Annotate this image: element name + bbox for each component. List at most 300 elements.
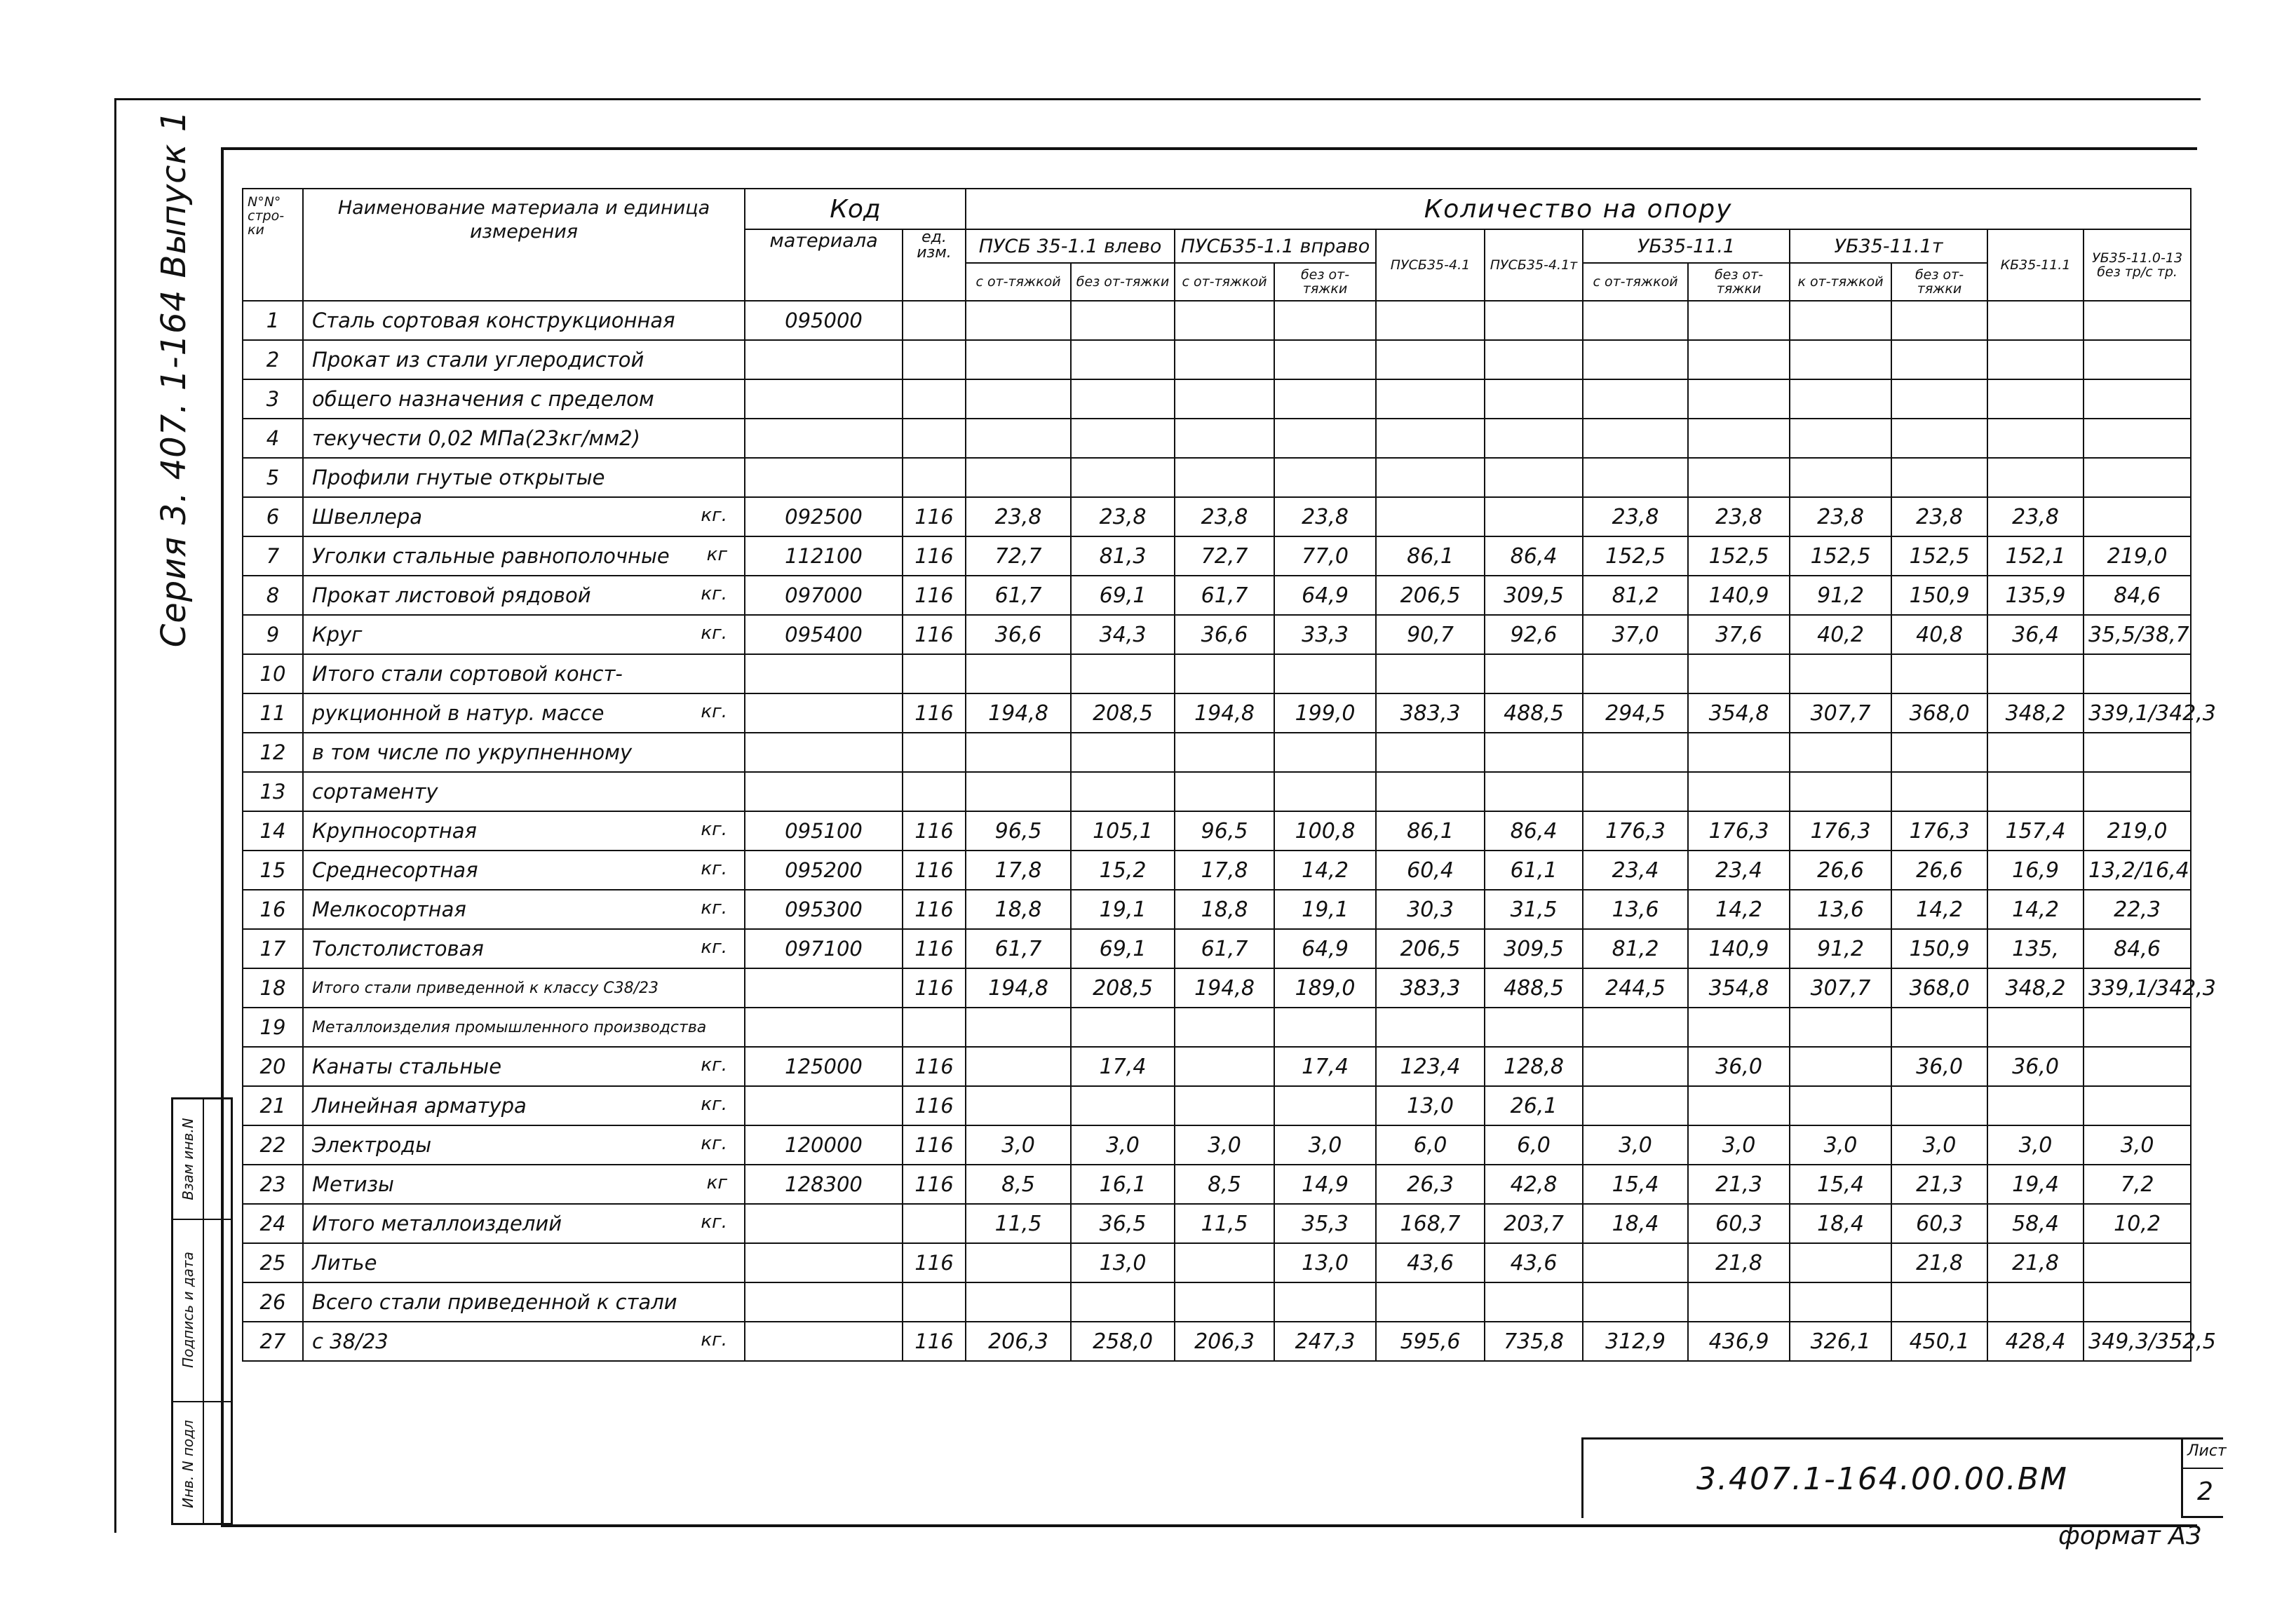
- material-name-cell: [303, 1282, 745, 1322]
- material-name-cell: [303, 379, 745, 419]
- quantity-value: 309,5: [1485, 576, 1583, 615]
- material-name-cell: [303, 536, 745, 576]
- quantity-value: 312,9: [1583, 1322, 1688, 1361]
- material-code: [745, 458, 903, 497]
- quantity-value: 91,2: [1790, 929, 1891, 968]
- quantity-value: 36,4: [1987, 615, 2084, 654]
- quantity-value: [2084, 497, 2191, 536]
- material-name-cell: [303, 1322, 745, 1361]
- quantity-value: [1485, 458, 1583, 497]
- quantity-value: [1175, 340, 1274, 379]
- quantity-value: [1485, 419, 1583, 458]
- table-row: [243, 1047, 2191, 1086]
- quantity-value: 13,6: [1583, 890, 1688, 929]
- header-material-code: материала: [745, 229, 903, 301]
- quantity-value: [1376, 379, 1485, 419]
- row-number: 20: [243, 1047, 303, 1086]
- quantity-value: 22,3: [2084, 890, 2191, 929]
- quantity-value: 150,9: [1891, 576, 1987, 615]
- quantity-value: [2084, 1282, 2191, 1322]
- unit-code: 116: [903, 811, 966, 851]
- quantity-value: 176,3: [1583, 811, 1688, 851]
- quantity-value: [1688, 379, 1790, 419]
- material-name-cell: [303, 929, 745, 968]
- quantity-value: [966, 1243, 1071, 1282]
- material-code: [745, 772, 903, 811]
- unit-code: [903, 1204, 966, 1243]
- header-group-pusb-left: ПУСБ 35-1.1 влево: [966, 229, 1175, 263]
- quantity-value: 90,7: [1376, 615, 1485, 654]
- quantity-value: [1583, 772, 1688, 811]
- quantity-value: [1583, 1008, 1688, 1047]
- quantity-value: 13,0: [1376, 1086, 1485, 1125]
- quantity-value: 258,0: [1071, 1322, 1175, 1361]
- quantity-value: [1987, 379, 2084, 419]
- quantity-value: [1485, 301, 1583, 340]
- quantity-value: [1175, 1008, 1274, 1047]
- quantity-value: 21,3: [1688, 1165, 1790, 1204]
- quantity-value: 383,3: [1376, 968, 1485, 1008]
- quantity-value: 60,3: [1688, 1204, 1790, 1243]
- quantity-value: 348,2: [1987, 968, 2084, 1008]
- row-number: 18: [243, 968, 303, 1008]
- row-number: 27: [243, 1322, 303, 1361]
- quantity-value: 208,5: [1071, 968, 1175, 1008]
- unit-code: [903, 301, 966, 340]
- quantity-value: [1175, 458, 1274, 497]
- quantity-value: 3,0: [1891, 1125, 1987, 1165]
- quantity-value: [1274, 1086, 1376, 1125]
- material-code: [745, 1086, 903, 1125]
- unit-code: 116: [903, 890, 966, 929]
- material-unit: кг.: [701, 1094, 727, 1115]
- table-row: [243, 379, 2191, 419]
- material-code: [745, 1322, 903, 1361]
- quantity-value: [1376, 733, 1485, 772]
- quantity-value: [1891, 419, 1987, 458]
- quantity-value: [1891, 379, 1987, 419]
- quantity-value: 307,7: [1790, 968, 1891, 1008]
- material-unit: кг.: [701, 505, 727, 526]
- quantity-value: 33,3: [1274, 615, 1376, 654]
- quantity-value: [1376, 419, 1485, 458]
- quantity-value: 152,5: [1583, 536, 1688, 576]
- material-name: Всего стали приведенной к стали: [312, 1290, 677, 1314]
- quantity-value: 206,5: [1376, 929, 1485, 968]
- material-unit: кг.: [701, 858, 727, 879]
- quantity-value: 42,8: [1485, 1165, 1583, 1204]
- row-number: 6: [243, 497, 303, 536]
- quantity-value: [1987, 301, 2084, 340]
- row-number: 17: [243, 929, 303, 968]
- quantity-value: 488,5: [1485, 693, 1583, 733]
- quantity-value: 168,7: [1376, 1204, 1485, 1243]
- sub-without-guy: без от-тяжки: [1071, 263, 1175, 301]
- quantity-value: 152,5: [1790, 536, 1891, 576]
- quantity-value: 368,0: [1891, 968, 1987, 1008]
- quantity-value: 176,3: [1790, 811, 1891, 851]
- quantity-value: [2084, 458, 2191, 497]
- quantity-value: [2084, 654, 2191, 693]
- quantity-value: [1790, 379, 1891, 419]
- material-code: 097100: [745, 929, 903, 968]
- header-group-ub-11-1: УБ35-11.1: [1583, 229, 1790, 263]
- quantity-value: [1071, 458, 1175, 497]
- table-row: [243, 1204, 2191, 1243]
- quantity-value: 36,5: [1071, 1204, 1175, 1243]
- unit-code: 116: [903, 693, 966, 733]
- row-number: 10: [243, 654, 303, 693]
- quantity-value: 19,1: [1071, 890, 1175, 929]
- material-name-cell: [303, 419, 745, 458]
- sub-with-guy-k: к от-тяжкой: [1790, 263, 1891, 301]
- row-number: 12: [243, 733, 303, 772]
- quantity-value: [1274, 1282, 1376, 1322]
- quantity-value: 13,2/16,4: [2084, 851, 2191, 890]
- material-name: Метизы: [312, 1172, 394, 1196]
- unit-code: 116: [903, 929, 966, 968]
- unit-code: 116: [903, 536, 966, 576]
- material-name: сортаменту: [312, 780, 438, 804]
- row-number: 25: [243, 1243, 303, 1282]
- unit-code: [903, 733, 966, 772]
- unit-code: [903, 1008, 966, 1047]
- quantity-value: [2084, 1047, 2191, 1086]
- quantity-value: [1071, 340, 1175, 379]
- material-code: 095000: [745, 301, 903, 340]
- quantity-value: 194,8: [1175, 968, 1274, 1008]
- quantity-value: [1688, 301, 1790, 340]
- quantity-value: [1987, 340, 2084, 379]
- quantity-value: [1274, 654, 1376, 693]
- material-code: 095200: [745, 851, 903, 890]
- quantity-value: [966, 1008, 1071, 1047]
- quantity-value: 354,8: [1688, 968, 1790, 1008]
- quantity-value: 96,5: [1175, 811, 1274, 851]
- quantity-value: 176,3: [1891, 811, 1987, 851]
- material-name: Итого металлоизделий: [312, 1212, 562, 1235]
- table-row: [243, 497, 2191, 536]
- material-unit: кг.: [701, 701, 727, 722]
- quantity-value: 23,8: [1790, 497, 1891, 536]
- material-name-cell: [303, 1243, 745, 1282]
- row-number: 26: [243, 1282, 303, 1322]
- quantity-value: 7,2: [2084, 1165, 2191, 1204]
- unit-code: [903, 458, 966, 497]
- quantity-value: 16,1: [1071, 1165, 1175, 1204]
- quantity-value: [1987, 458, 2084, 497]
- material-name-cell: [303, 890, 745, 929]
- sub-with-guy: с от-тяжкой: [1175, 263, 1274, 301]
- quantity-value: 23,8: [1071, 497, 1175, 536]
- quantity-value: [966, 458, 1071, 497]
- quantity-value: [966, 772, 1071, 811]
- row-number: 2: [243, 340, 303, 379]
- unit-code: 116: [903, 497, 966, 536]
- quantity-value: 17,4: [1274, 1047, 1376, 1086]
- sub-without-guy: без от-тяжки: [1688, 263, 1790, 301]
- quantity-value: 36,6: [1175, 615, 1274, 654]
- quantity-value: [1376, 1008, 1485, 1047]
- quantity-value: 23,8: [1891, 497, 1987, 536]
- quantity-value: [1175, 301, 1274, 340]
- quantity-value: 488,5: [1485, 968, 1583, 1008]
- quantity-value: 15,2: [1071, 851, 1175, 890]
- quantity-value: [1071, 772, 1175, 811]
- material-code: [745, 1243, 903, 1282]
- quantity-value: 14,2: [1274, 851, 1376, 890]
- quantity-value: 86,1: [1376, 811, 1485, 851]
- material-name-cell: [303, 1008, 745, 1047]
- quantity-value: 428,4: [1987, 1322, 2084, 1361]
- quantity-value: 72,7: [1175, 536, 1274, 576]
- row-number: 19: [243, 1008, 303, 1047]
- table-row: [243, 654, 2191, 693]
- quantity-value: 23,4: [1583, 851, 1688, 890]
- quantity-value: [1071, 301, 1175, 340]
- quantity-value: [1790, 654, 1891, 693]
- row-number: 7: [243, 536, 303, 576]
- header-group-ub-11-0-13: УБ35-11.0-13 без тр/с тр.: [2084, 229, 2191, 301]
- unit-code: [903, 379, 966, 419]
- material-unit: кг.: [701, 898, 727, 919]
- table-row: [243, 929, 2191, 968]
- row-number: 4: [243, 419, 303, 458]
- quantity-value: 18,8: [966, 890, 1071, 929]
- quantity-value: 140,9: [1688, 929, 1790, 968]
- quantity-value: [1583, 733, 1688, 772]
- quantity-value: 21,8: [1891, 1243, 1987, 1282]
- quantity-value: 194,8: [1175, 693, 1274, 733]
- quantity-value: [1790, 301, 1891, 340]
- quantity-value: [1274, 772, 1376, 811]
- row-number: 16: [243, 890, 303, 929]
- quantity-value: 3,0: [1790, 1125, 1891, 1165]
- quantity-value: [1175, 1086, 1274, 1125]
- header-code-group: Код: [745, 189, 966, 229]
- quantity-value: [1175, 419, 1274, 458]
- quantity-value: 194,8: [966, 968, 1071, 1008]
- header-group-pusb-4-1t: ПУСБ35-4.1т: [1485, 229, 1583, 301]
- quantity-value: 35,5/38,7: [2084, 615, 2191, 654]
- quantity-value: [1987, 1282, 2084, 1322]
- material-name: Электроды: [312, 1133, 432, 1157]
- material-unit: кг.: [701, 1212, 727, 1233]
- unit-code: [903, 654, 966, 693]
- quantity-value: [1790, 1243, 1891, 1282]
- quantity-value: [1583, 340, 1688, 379]
- quantity-value: 64,9: [1274, 929, 1376, 968]
- quantity-value: 152,1: [1987, 536, 2084, 576]
- quantity-value: [1688, 340, 1790, 379]
- table-row: [243, 419, 2191, 458]
- stamp-label-replacement: Взам инв.N: [180, 1118, 196, 1200]
- quantity-value: [1891, 340, 1987, 379]
- quantity-value: 37,6: [1688, 615, 1790, 654]
- quantity-value: 61,7: [1175, 929, 1274, 968]
- material-code: 095100: [745, 811, 903, 851]
- header-group-pusb-right: ПУСБ35-1.1 вправо: [1175, 229, 1376, 263]
- quantity-value: [966, 1086, 1071, 1125]
- stamp-label-signature: Подпись и дата: [180, 1252, 196, 1368]
- quantity-value: [966, 654, 1071, 693]
- side-stamp: [171, 1097, 233, 1525]
- material-name-cell: [303, 1204, 745, 1243]
- unit-code: 116: [903, 1125, 966, 1165]
- sub-with-guy: с от-тяжкой: [1583, 263, 1688, 301]
- row-number: 22: [243, 1125, 303, 1165]
- quantity-value: [1175, 379, 1274, 419]
- quantity-value: [1274, 419, 1376, 458]
- header-name: Наименование материала и единица измерения: [303, 189, 745, 301]
- material-name: Литье: [312, 1251, 377, 1275]
- quantity-value: 13,0: [1274, 1243, 1376, 1282]
- quantity-value: 36,6: [966, 615, 1071, 654]
- quantity-value: 40,2: [1790, 615, 1891, 654]
- quantity-value: 21,8: [1987, 1243, 2084, 1282]
- quantity-value: 3,0: [1987, 1125, 2084, 1165]
- material-unit: кг: [706, 544, 727, 565]
- quantity-value: [1688, 1008, 1790, 1047]
- quantity-value: [1175, 654, 1274, 693]
- material-name: Мелкосортная: [312, 898, 466, 921]
- quantity-value: [1790, 1047, 1891, 1086]
- quantity-value: 23,8: [966, 497, 1071, 536]
- quantity-value: [1376, 654, 1485, 693]
- material-name: Среднесортная: [312, 858, 478, 882]
- quantity-value: 14,2: [1891, 890, 1987, 929]
- material-name-cell: [303, 772, 745, 811]
- quantity-value: 326,1: [1790, 1322, 1891, 1361]
- quantity-value: 3,0: [1583, 1125, 1688, 1165]
- quantity-value: [966, 733, 1071, 772]
- quantity-value: 6,0: [1485, 1125, 1583, 1165]
- material-unit: кг.: [701, 819, 727, 840]
- material-name-cell: [303, 811, 745, 851]
- quantity-value: [1175, 772, 1274, 811]
- quantity-value: 18,4: [1583, 1204, 1688, 1243]
- material-name: Итого стали сортовой конст-: [312, 662, 623, 686]
- quantity-value: 152,5: [1688, 536, 1790, 576]
- quantity-value: [1688, 458, 1790, 497]
- material-name-cell: [303, 301, 745, 340]
- material-code: 092500: [745, 497, 903, 536]
- material-name-cell: [303, 576, 745, 615]
- quantity-value: [1583, 654, 1688, 693]
- quantity-value: 10,2: [2084, 1204, 2191, 1243]
- header-quantity-group: Количество на опору: [966, 189, 2191, 229]
- quantity-value: 150,9: [1891, 929, 1987, 968]
- material-name: Круг: [312, 623, 363, 646]
- quantity-value: [1485, 340, 1583, 379]
- quantity-value: 203,7: [1485, 1204, 1583, 1243]
- quantity-value: [966, 340, 1071, 379]
- quantity-value: 14,2: [1987, 890, 2084, 929]
- quantity-value: 309,5: [1485, 929, 1583, 968]
- quantity-value: [2084, 1086, 2191, 1125]
- sheet-label: Лист: [2187, 1442, 2227, 1460]
- quantity-value: [1583, 1282, 1688, 1322]
- quantity-value: 100,8: [1274, 811, 1376, 851]
- quantity-value: 8,5: [1175, 1165, 1274, 1204]
- material-name: Линейная арматура: [312, 1094, 527, 1118]
- quantity-value: [2084, 340, 2191, 379]
- material-name: Крупносортная: [312, 819, 477, 843]
- material-code: [745, 1204, 903, 1243]
- quantity-value: 189,0: [1274, 968, 1376, 1008]
- row-number: 8: [243, 576, 303, 615]
- material-code: 097000: [745, 576, 903, 615]
- quantity-value: [2084, 1243, 2191, 1282]
- row-number: 24: [243, 1204, 303, 1243]
- quantity-value: [1175, 1047, 1274, 1086]
- quantity-value: 18,4: [1790, 1204, 1891, 1243]
- quantity-value: [2084, 1008, 2191, 1047]
- material-code: [745, 340, 903, 379]
- quantity-value: 3,0: [1071, 1125, 1175, 1165]
- unit-code: 116: [903, 1047, 966, 1086]
- quantity-value: 11,5: [1175, 1204, 1274, 1243]
- quantity-value: [1583, 1086, 1688, 1125]
- table-row: [243, 693, 2191, 733]
- quantity-value: [1071, 379, 1175, 419]
- quantity-value: 3,0: [1274, 1125, 1376, 1165]
- quantity-value: 60,3: [1891, 1204, 1987, 1243]
- sub-without-guy: без от-тяжки: [1891, 263, 1987, 301]
- quantity-value: [1376, 340, 1485, 379]
- quantity-value: 91,2: [1790, 576, 1891, 615]
- quantity-value: 135,9: [1987, 576, 2084, 615]
- quantity-value: 26,6: [1790, 851, 1891, 890]
- material-code: 125000: [745, 1047, 903, 1086]
- material-name-cell: [303, 458, 745, 497]
- quantity-value: 105,1: [1071, 811, 1175, 851]
- table-row: [243, 458, 2191, 497]
- stamp-label-inventory: Инв. N подл: [180, 1420, 196, 1508]
- table-body: [243, 301, 2216, 1361]
- quantity-value: 6,0: [1376, 1125, 1485, 1165]
- quantity-value: 140,9: [1688, 576, 1790, 615]
- quantity-value: 77,0: [1274, 536, 1376, 576]
- quantity-value: [1376, 1282, 1485, 1322]
- quantity-value: [1376, 458, 1485, 497]
- quantity-value: [1274, 733, 1376, 772]
- quantity-value: [1274, 379, 1376, 419]
- material-spec-table: [242, 188, 2216, 1362]
- series-title: Серия 3. 407. 1-164 Выпуск 1: [154, 109, 194, 648]
- quantity-value: 354,8: [1688, 693, 1790, 733]
- quantity-value: [1175, 733, 1274, 772]
- material-name: Профили гнутые открытые: [312, 466, 605, 489]
- quantity-value: 40,8: [1891, 615, 1987, 654]
- quantity-value: [1688, 1086, 1790, 1125]
- material-unit: кг.: [701, 1055, 727, 1076]
- quantity-value: [1987, 1008, 2084, 1047]
- unit-code: 116: [903, 1086, 966, 1125]
- quantity-value: [2084, 379, 2191, 419]
- quantity-value: [1071, 419, 1175, 458]
- quantity-value: [1071, 654, 1175, 693]
- sub-with-guy: с от-тяжкой: [966, 263, 1071, 301]
- quantity-value: 64,9: [1274, 576, 1376, 615]
- quantity-value: [1987, 733, 2084, 772]
- table-row: [243, 968, 2191, 1008]
- title-block: [1581, 1437, 2181, 1518]
- quantity-value: 81,2: [1583, 576, 1688, 615]
- unit-code: [903, 340, 966, 379]
- row-number: 15: [243, 851, 303, 890]
- quantity-value: 11,5: [966, 1204, 1071, 1243]
